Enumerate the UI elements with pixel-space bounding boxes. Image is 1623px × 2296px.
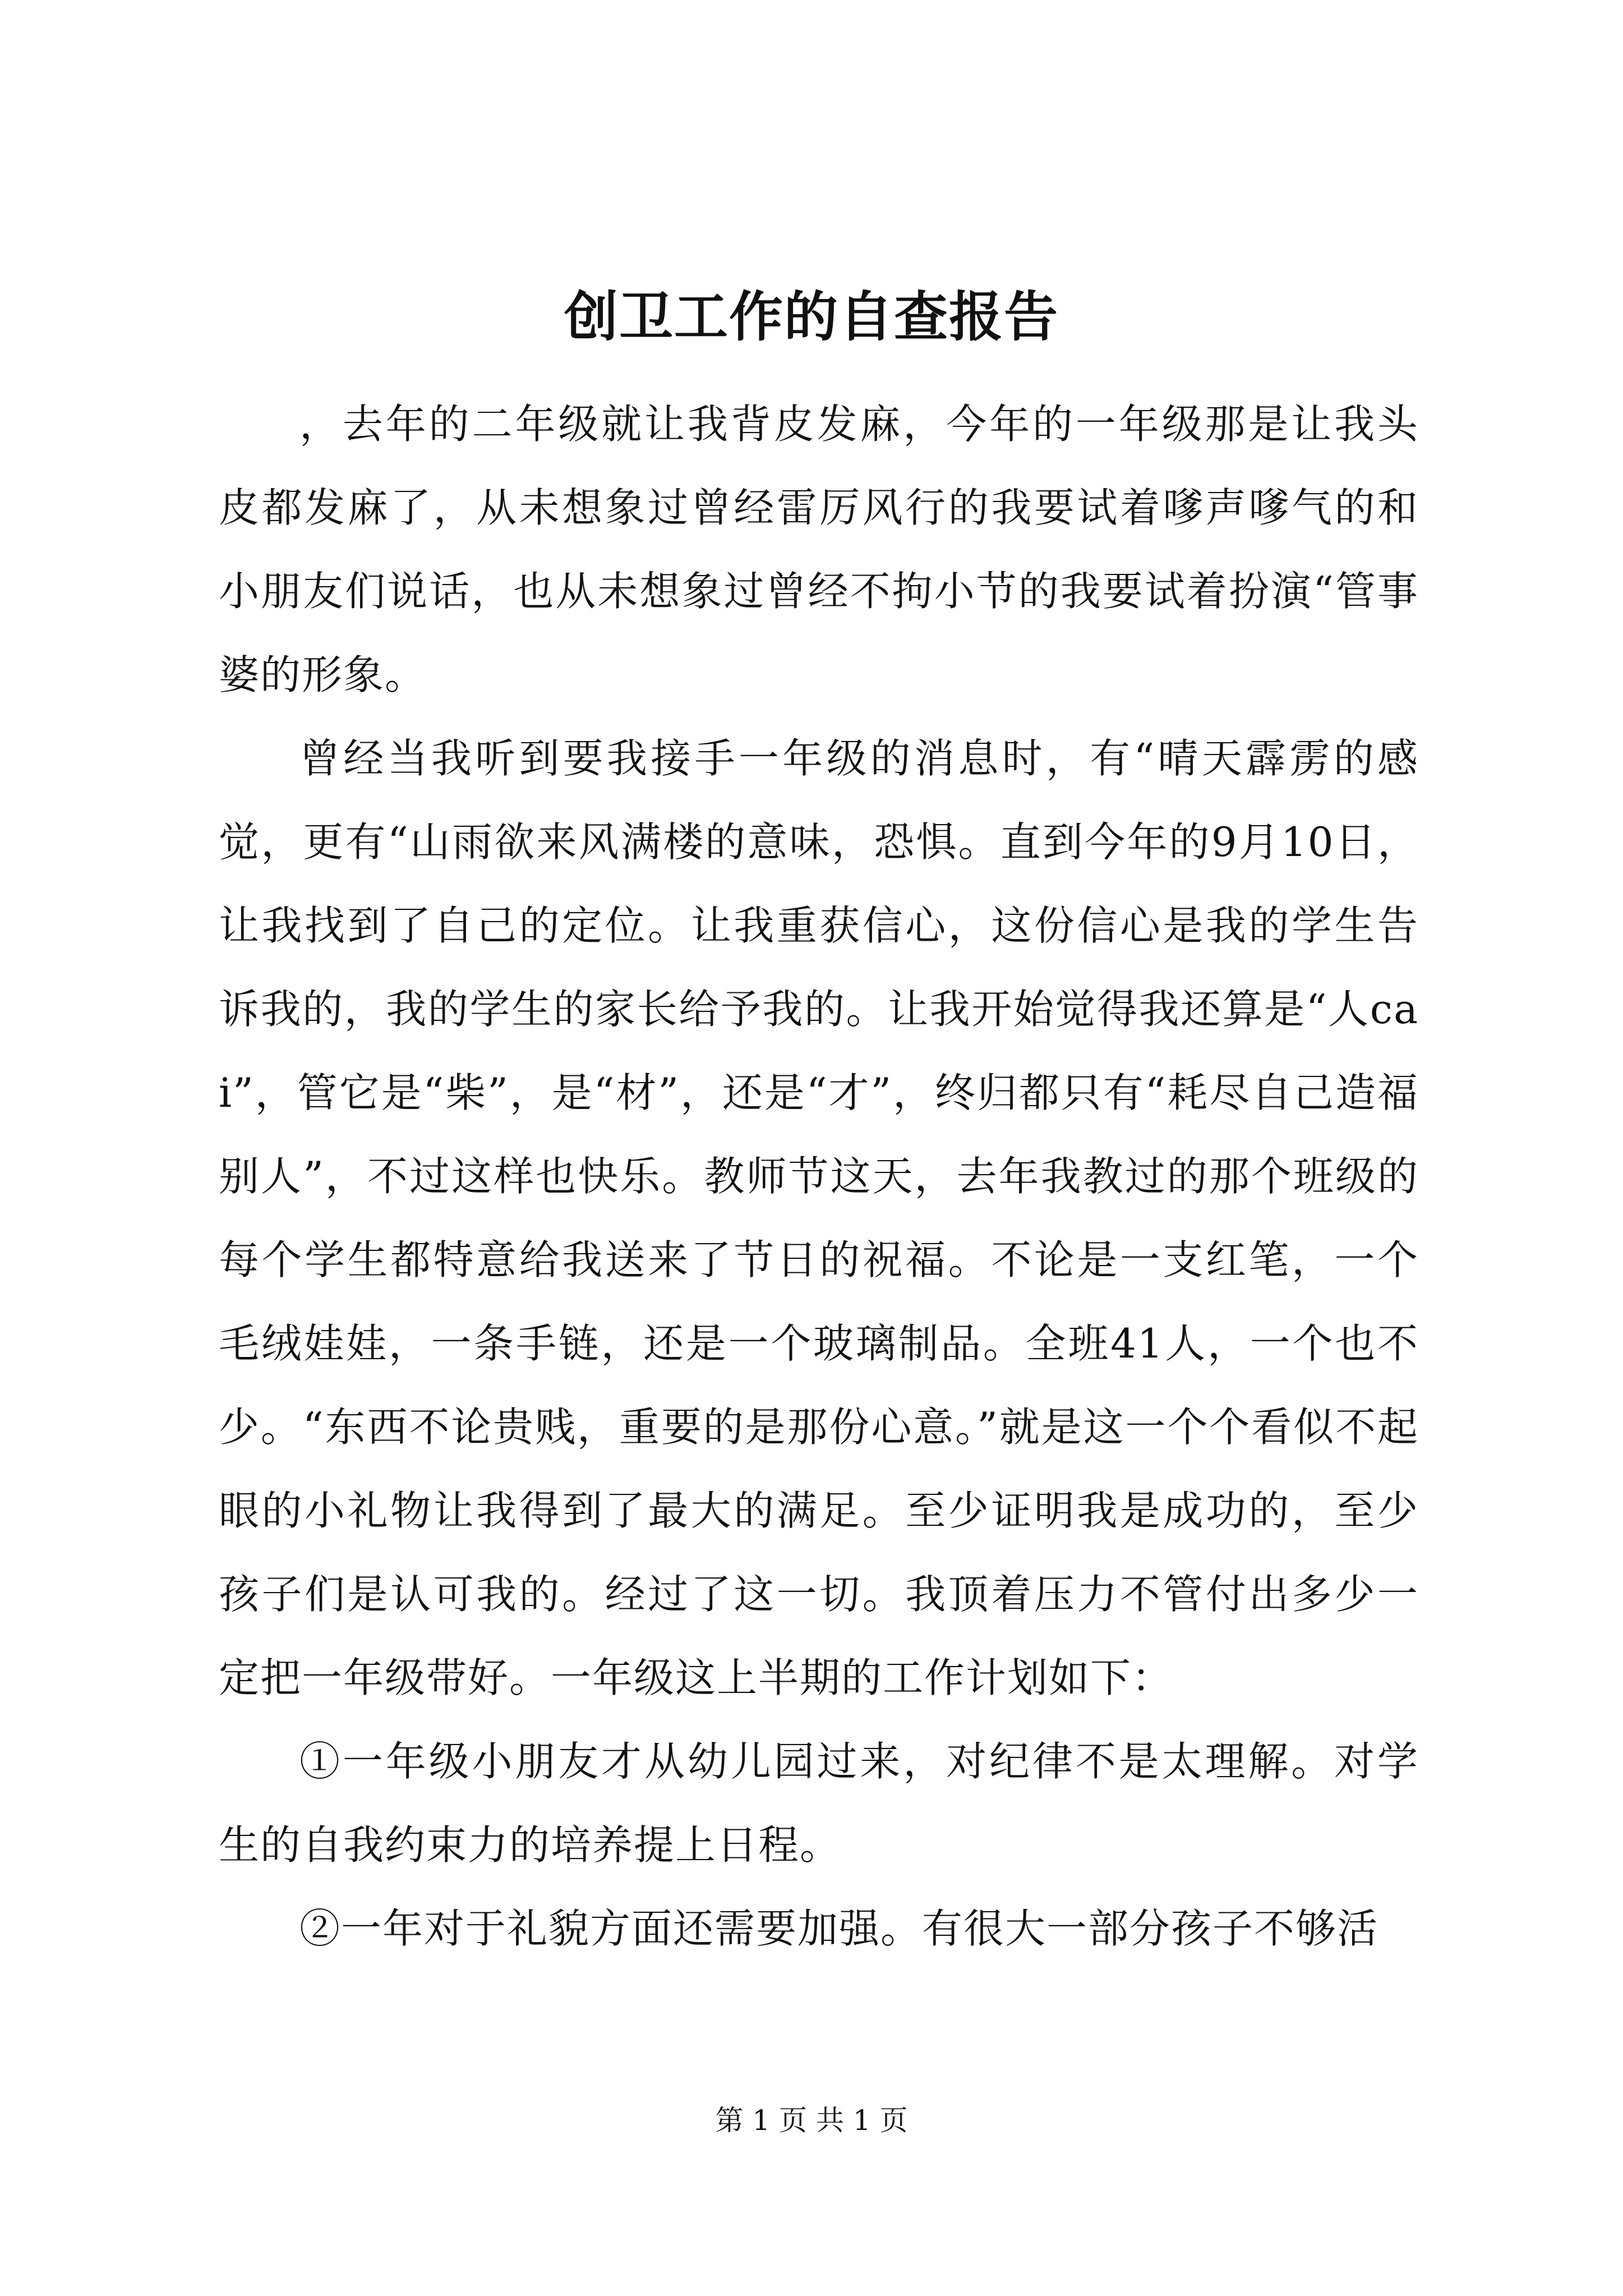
document-body: [219, 383, 1419, 1971]
paragraph-4: ②一年对于礼貌方面还需要加强。有很大一部分孩子不够活: [299, 1905, 1379, 1952]
paragraph-1: ，去年的二年级就让我背皮发麻，今年的一年级那是让我头皮都发麻了，从未想象过曾经雷厉风行的我要试着嗲声嗲气的和小朋友们说话，也从未想象过曾经不拘小节的我要试着扮演“管事婆的形象。: [219, 401, 1419, 698]
paragraph-3: ①一年级小朋友才从幼儿园过来，对纪律不是太理解。对学生的自我约束力的培养提上日程。: [219, 1738, 1419, 1869]
document-title: 创卫工作的自查报告: [564, 285, 1059, 348]
paragraph-2: 曾经当我听到要我接手一年级的消息时，有“晴天霹雳的感觉，更有“山雨欲来风满楼的意味，恐惧。直到今年的9月10日，让我找到了自己的定位。让我重获信心，这份信心是我的学生告诉我的，我的学生的家长给予我的。让我开始觉得我还算是“人cai”，管它是“柴”，是“材”，还是“才”，终归都只有“耗尽自己造福别人”，不过这样也快乐。教师节这天，去年我教过的那个班级的每个学生都特意给我送来了节日的祝福。不论是一支红笔，一个毛绒娃娃，一条手链，还是一个玻璃制品。全班41人，一个也不少。“东西不论贵贱，重要的是那份心意。”就是这一个个看似不起眼的小礼物让我得到了最大的满足。至少证明我是成功的，至少孩子们是认可我的。经过了这一切。我顶着压力不管付出多少一定把一年级带好。一年级这上半期的工作计划如下：: [219, 735, 1419, 1701]
page-number-footer: 第 1 页 共 1 页: [715, 2104, 908, 2137]
